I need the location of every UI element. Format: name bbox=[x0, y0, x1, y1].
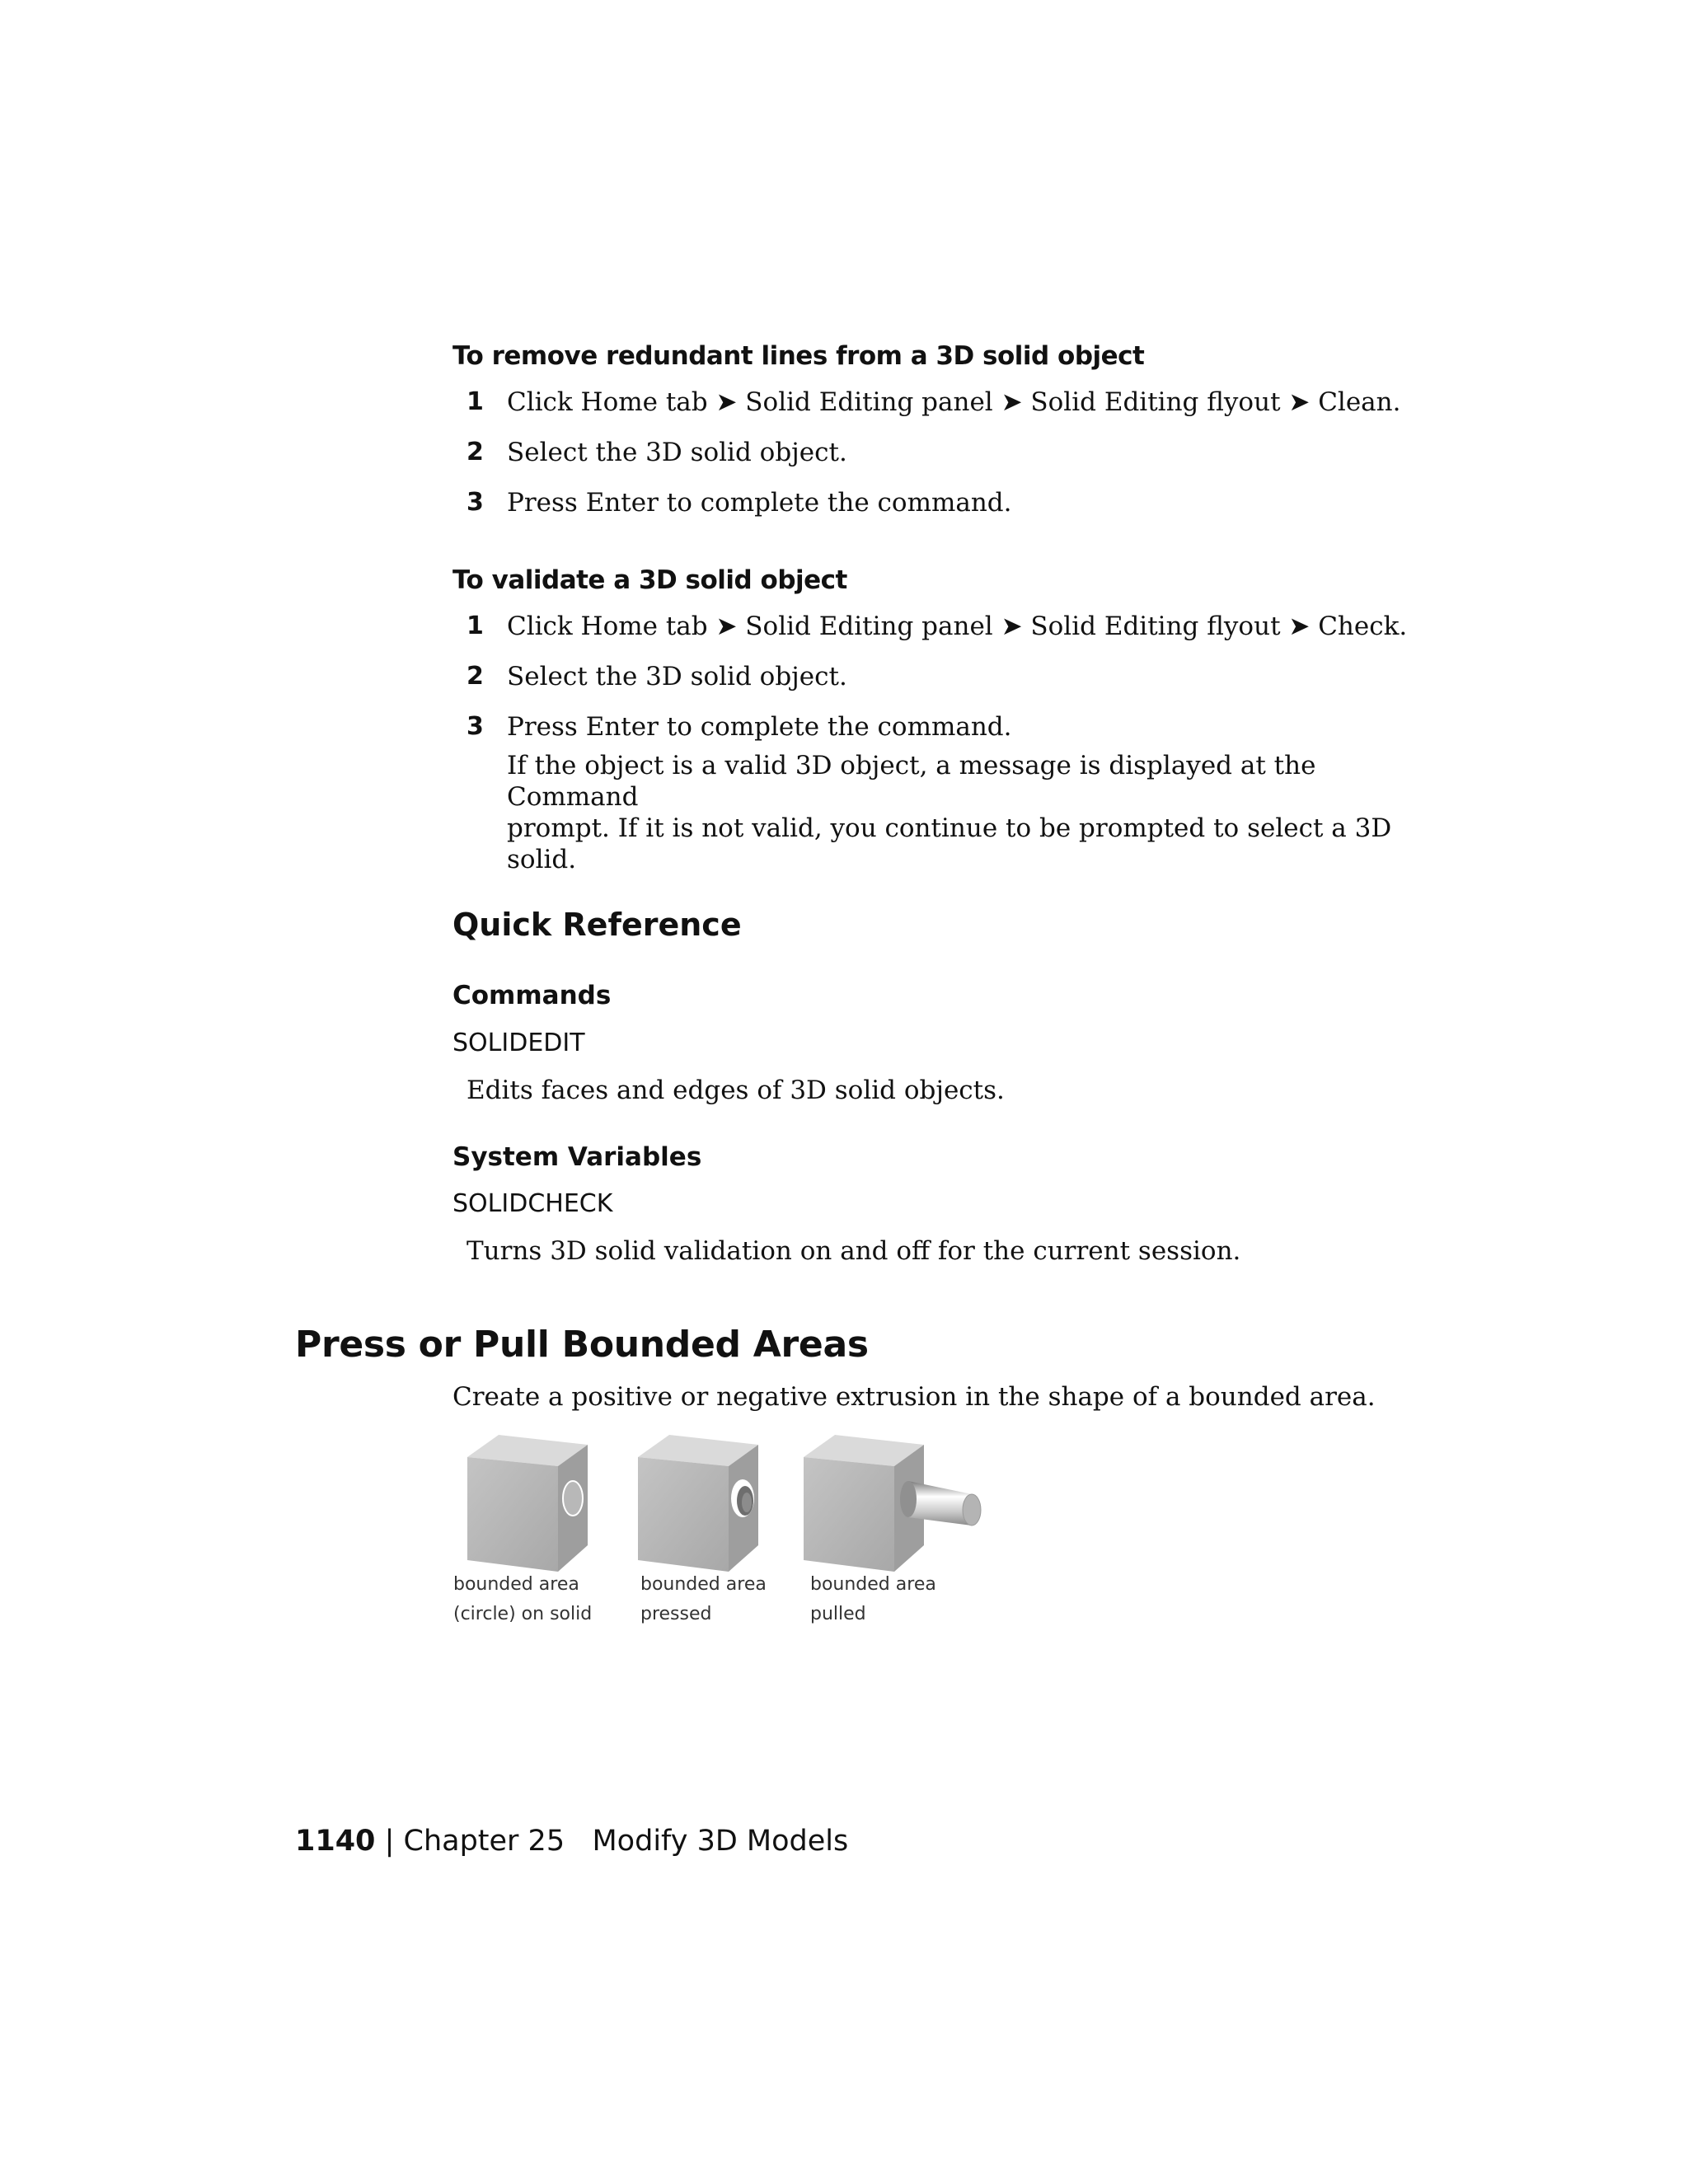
step-note bbox=[507, 750, 1397, 875]
procedure-title: To validate a 3D solid object bbox=[452, 565, 847, 595]
step-text: Select the 3D solid object. bbox=[507, 662, 847, 691]
figure-caption-line: bounded area bbox=[640, 1574, 767, 1595]
command-description: Edits faces and edges of 3D solid objects. bbox=[467, 1076, 1005, 1105]
step-note-line: prompt. If it is not valid, you continue to be prompted to select a 3D bbox=[507, 813, 1392, 843]
figure-caption-line: bounded area bbox=[810, 1574, 936, 1595]
procedure-title: To remove redundant lines from a 3D solid object bbox=[452, 341, 1145, 371]
step-number: 1 bbox=[467, 387, 484, 416]
step-text: Press Enter to complete the command. bbox=[507, 712, 1012, 742]
cube-with-cylinder-icon bbox=[790, 1430, 988, 1574]
sysvar-name: SOLIDCHECK bbox=[452, 1189, 613, 1218]
quick-reference-heading: Quick Reference bbox=[452, 907, 742, 943]
step-number: 2 bbox=[467, 662, 484, 691]
figure-caption-line: pulled bbox=[810, 1604, 866, 1624]
section-intro: Create a positive or negative extrusion in the shape of a bounded area. bbox=[452, 1382, 1376, 1412]
step-number: 3 bbox=[467, 488, 484, 517]
figure-caption-line: bounded area bbox=[453, 1574, 579, 1595]
sysvar-description: Turns 3D solid validation on and off for the current session. bbox=[467, 1236, 1241, 1266]
figure-caption bbox=[810, 1570, 992, 1629]
chapter-label: Chapter 25 bbox=[403, 1825, 565, 1858]
figure-strip bbox=[452, 1430, 1029, 1644]
page-footer bbox=[295, 1825, 848, 1858]
commands-heading: Commands bbox=[452, 981, 612, 1010]
figure-item bbox=[621, 1430, 786, 1636]
chapter-title: Modify 3D Models bbox=[592, 1825, 849, 1858]
step-note-line: If the object is a valid 3D object, a message is displayed at the Command bbox=[507, 751, 1316, 812]
step-text: Select the 3D solid object. bbox=[507, 438, 847, 467]
step-number: 1 bbox=[467, 612, 484, 640]
section-title: Press or Pull Bounded Areas bbox=[295, 1324, 869, 1366]
step-note-line: solid. bbox=[507, 845, 577, 874]
figure-item bbox=[452, 1430, 617, 1636]
cube-with-hole-icon bbox=[621, 1430, 770, 1574]
page-number: 1140 bbox=[295, 1825, 376, 1858]
figure-caption-line: pressed bbox=[640, 1604, 712, 1624]
step-number: 3 bbox=[467, 712, 484, 741]
step-number: 2 bbox=[467, 438, 484, 466]
step-text: Click Home tab ➤ Solid Editing panel ➤ Solid Editing flyout ➤ Check. bbox=[507, 612, 1408, 641]
cube-with-circle-icon bbox=[452, 1430, 601, 1574]
step-text: Click Home tab ➤ Solid Editing panel ➤ Solid Editing flyout ➤ Clean. bbox=[507, 387, 1401, 417]
command-name: SOLIDEDIT bbox=[452, 1029, 585, 1057]
system-variables-heading: System Variables bbox=[452, 1142, 702, 1172]
figure-caption bbox=[640, 1570, 805, 1629]
figure-caption bbox=[453, 1570, 635, 1629]
footer-separator: | bbox=[384, 1825, 395, 1858]
step-text: Press Enter to complete the command. bbox=[507, 488, 1012, 518]
figure-item bbox=[790, 1430, 1005, 1636]
figure-caption-line: (circle) on solid bbox=[453, 1604, 593, 1624]
